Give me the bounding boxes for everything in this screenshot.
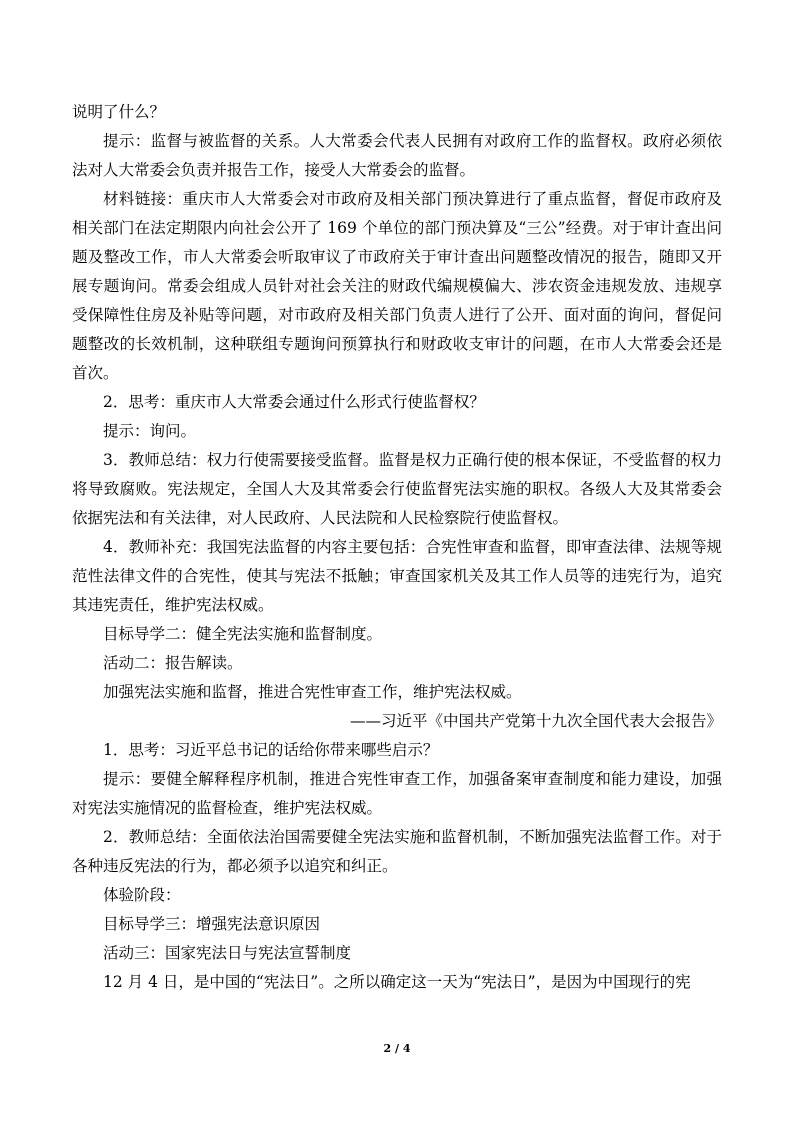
paragraph: 说明了什么？ bbox=[72, 103, 166, 121]
page-number: 2 / 4 bbox=[383, 1042, 411, 1055]
paragraph: 目标导学二：健全宪法实施和监督制度。 bbox=[103, 625, 383, 643]
paragraph: 1．思考：习近平总书记的话给你带来哪些启示？ bbox=[103, 741, 439, 759]
paragraph: 12 月 4 日，是中国的“宪法日”。之所以确定这一天为“宪法日”，是因为中国现行的宪 bbox=[103, 973, 691, 991]
quote-paragraph: 加强宪法实施和监督，推进合宪性审查工作，维护宪法权威。 bbox=[103, 683, 522, 701]
quote-citation: ——习近平《中国共产党第十九次全国代表大会报告》 bbox=[349, 712, 722, 730]
paragraph: 提示：监督与被监督的关系。人大常委会代表人民拥有对政府工作的监督权。政府必须依法对人大常委会负责并报告工作，接受人大常委会的监督。 bbox=[72, 132, 722, 179]
paragraph: 提示：询问。 bbox=[103, 422, 197, 440]
document-body bbox=[72, 98, 722, 997]
paragraph: 提示：要健全解释程序机制，推进合宪性审查工作，加强备案审查制度和能力建设，加强对宪法实施情况的监督检查，维护宪法权威。 bbox=[72, 770, 722, 817]
paragraph: 目标导学三：增强宪法意识原因 bbox=[103, 915, 321, 933]
paragraph: 3．教师总结：权力行使需要接受监督。监督是权力正确行使的根本保证，不受监督的权力将导致腐败。宪法规定，全国人大及其常委会行使监督宪法实施的职权。各级人大及其常委会依据宪法和有关法律，对人民政府、人民法院和人民检察院行使监督权。 bbox=[72, 451, 722, 527]
paragraph: 材料链接：重庆市人大常委会对市政府及相关部门预决算进行了重点监督，督促市政府及相关部门在法定期限内向社会公开了 169 个单位的部门预决算及“三公”经费。对于审计查出问题及整改工作，市人大常委会听取审议了市政府关于审计查出问题整改情况的报告，随即又开展专题询问。常委会组成人员针对社会关注的财政代编规模偏大、涉农资金违规发放、违规享受保障性住房及补贴等问题，对市政府及相关部门负责人进行了公开、面对面的询问，督促问题整改的长效机制，这种联组专题询问预算执行和财政收支审计的问题，在市人大常委会还是首次。 bbox=[72, 190, 722, 382]
paragraph: 活动三：国家宪法日与宪法宣誓制度 bbox=[103, 944, 352, 962]
paragraph: 2．教师总结：全面依法治国需要健全宪法实施和监督机制，不断加强宪法监督工作。对于各种违反宪法的行为，都必须予以追究和纠正。 bbox=[72, 828, 722, 875]
paragraph: 2．思考：重庆市人大常委会通过什么形式行使监督权？ bbox=[103, 393, 485, 411]
section-heading: 体验阶段： bbox=[103, 886, 181, 904]
paragraph: 4．教师补充：我国宪法监督的内容主要包括：合宪性审查和监督，即审查法律、法规等规范性法律文件的合宪性，使其与宪法不抵触；审查国家机关及其工作人员等的违宪行为，追究其违宪责任，维护宪法权威。 bbox=[72, 538, 722, 614]
paragraph: 活动二：报告解读。 bbox=[103, 654, 243, 672]
